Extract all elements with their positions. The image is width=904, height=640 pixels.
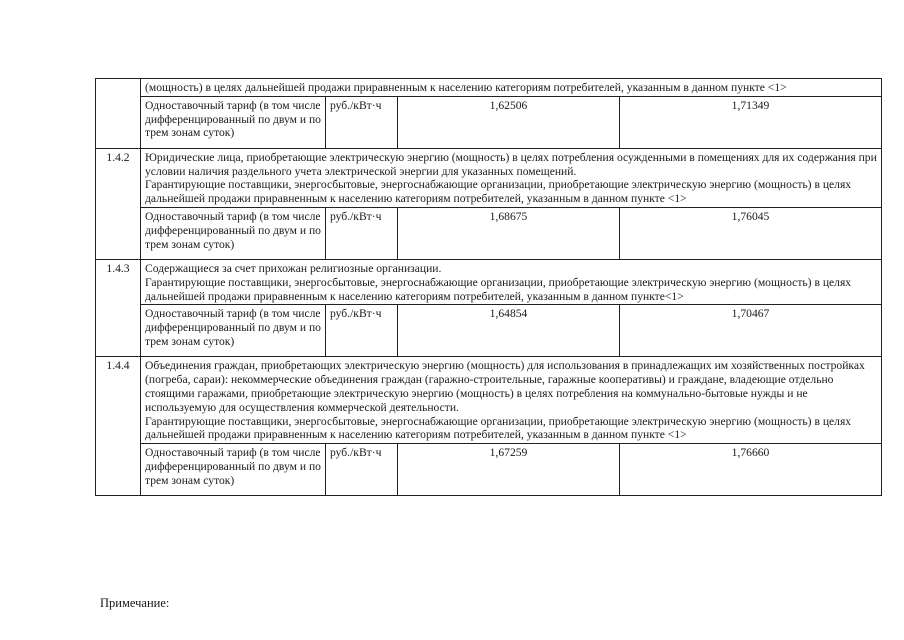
unit-cell: руб./кВт·ч: [326, 96, 398, 148]
tariff-name-cell: Одноставочный тариф (в том числе дифференцированный по двум и по трем зонам суток): [141, 305, 326, 357]
unit-cell: руб./кВт·ч: [326, 207, 398, 259]
description-text: Объединения граждан, приобретающих электрическую энергию (мощность) для использования в принадлежащих им хозяйственных постройках (погреба, сараи): некоммерческие объединения граждан (гаражно-строительные, гаражные кооперативы) и граждане, владеющие отдельно стоящими гаражами, приобретающие электрическую энергию (мощность) в целях потребления на коммунально-бытовые нужды и не используемую для осуществления коммерческой деятельности.: [145, 359, 865, 414]
note-label: Примечание:: [100, 596, 170, 610]
description-text: Гарантирующие поставщики, энергосбытовые, энергоснабжающие организации, приобретающие электрическую энергию (мощность) в целях дальнейшей продажи приравненным к населению категориям потребителей, указанным в данном пункте <1>: [145, 414, 852, 442]
tariff-name-cell: Одноставочный тариф (в том числе дифференцированный по двум и по трем зонам суток): [141, 96, 326, 148]
description-text: (мощность) в целях дальнейшей продажи приравненным к населению категориям потребителей, указанным в данном пункте <1>: [145, 81, 787, 94]
description-text: Гарантирующие поставщики, энергосбытовые, энергоснабжающие организации, приобретающие электрическую энергию (мощность) в целях дальнейшей продажи приравненным к населению категориям потребителей, указанным в данном пункте <1>: [145, 178, 852, 206]
table-row: [96, 357, 882, 444]
table-row: [96, 305, 882, 357]
description-text: Юридические лица, приобретающие электрическую энергию (мощность) в целях потребления осужденными в помещениях для их содержания при условии наличия раздельного учета электрической энергии для указанных помещений.: [145, 150, 877, 178]
table-row: [96, 96, 882, 148]
unit-cell: руб./кВт·ч: [326, 444, 398, 496]
value-cell-1: 1,62506: [398, 96, 620, 148]
tariff-table: [95, 78, 882, 496]
table-row: [96, 259, 882, 304]
unit-cell: руб./кВт·ч: [326, 305, 398, 357]
value-cell-2: 1,71349: [620, 96, 882, 148]
value-cell-1: 1,64854: [398, 305, 620, 357]
description-text: Содержащиеся за счет прихожан религиозные организации.: [145, 261, 442, 275]
description-cell: [141, 259, 882, 304]
table-row: [96, 444, 882, 496]
value-cell-2: 1,76660: [620, 444, 882, 496]
description-cell: [141, 148, 882, 207]
description-cell: [141, 357, 882, 444]
value-cell-2: 1,70467: [620, 305, 882, 357]
value-cell-1: 1,68675: [398, 207, 620, 259]
code-cell: 1.4.4: [96, 357, 141, 496]
code-cell: 1.4.3: [96, 259, 141, 356]
value-cell-1: 1,67259: [398, 444, 620, 496]
description-text: Гарантирующие поставщики, энергосбытовые, энергоснабжающие организации, приобретающие электрическую энергию (мощность) в целях дальнейшей продажи приравненным к населению категориям потребителей, указанным в данном пункте<1>: [145, 275, 852, 303]
tariff-name-cell: Одноставочный тариф (в том числе дифференцированный по двум и по трем зонам суток): [141, 207, 326, 259]
table-row: [96, 207, 882, 259]
table-row: [96, 148, 882, 207]
code-cell: [96, 79, 141, 149]
code-cell: 1.4.2: [96, 148, 141, 259]
description-cell: [141, 79, 882, 97]
tariff-name-cell: Одноставочный тариф (в том числе дифференцированный по двум и по трем зонам суток): [141, 444, 326, 496]
table-row: [96, 79, 882, 97]
value-cell-2: 1,76045: [620, 207, 882, 259]
